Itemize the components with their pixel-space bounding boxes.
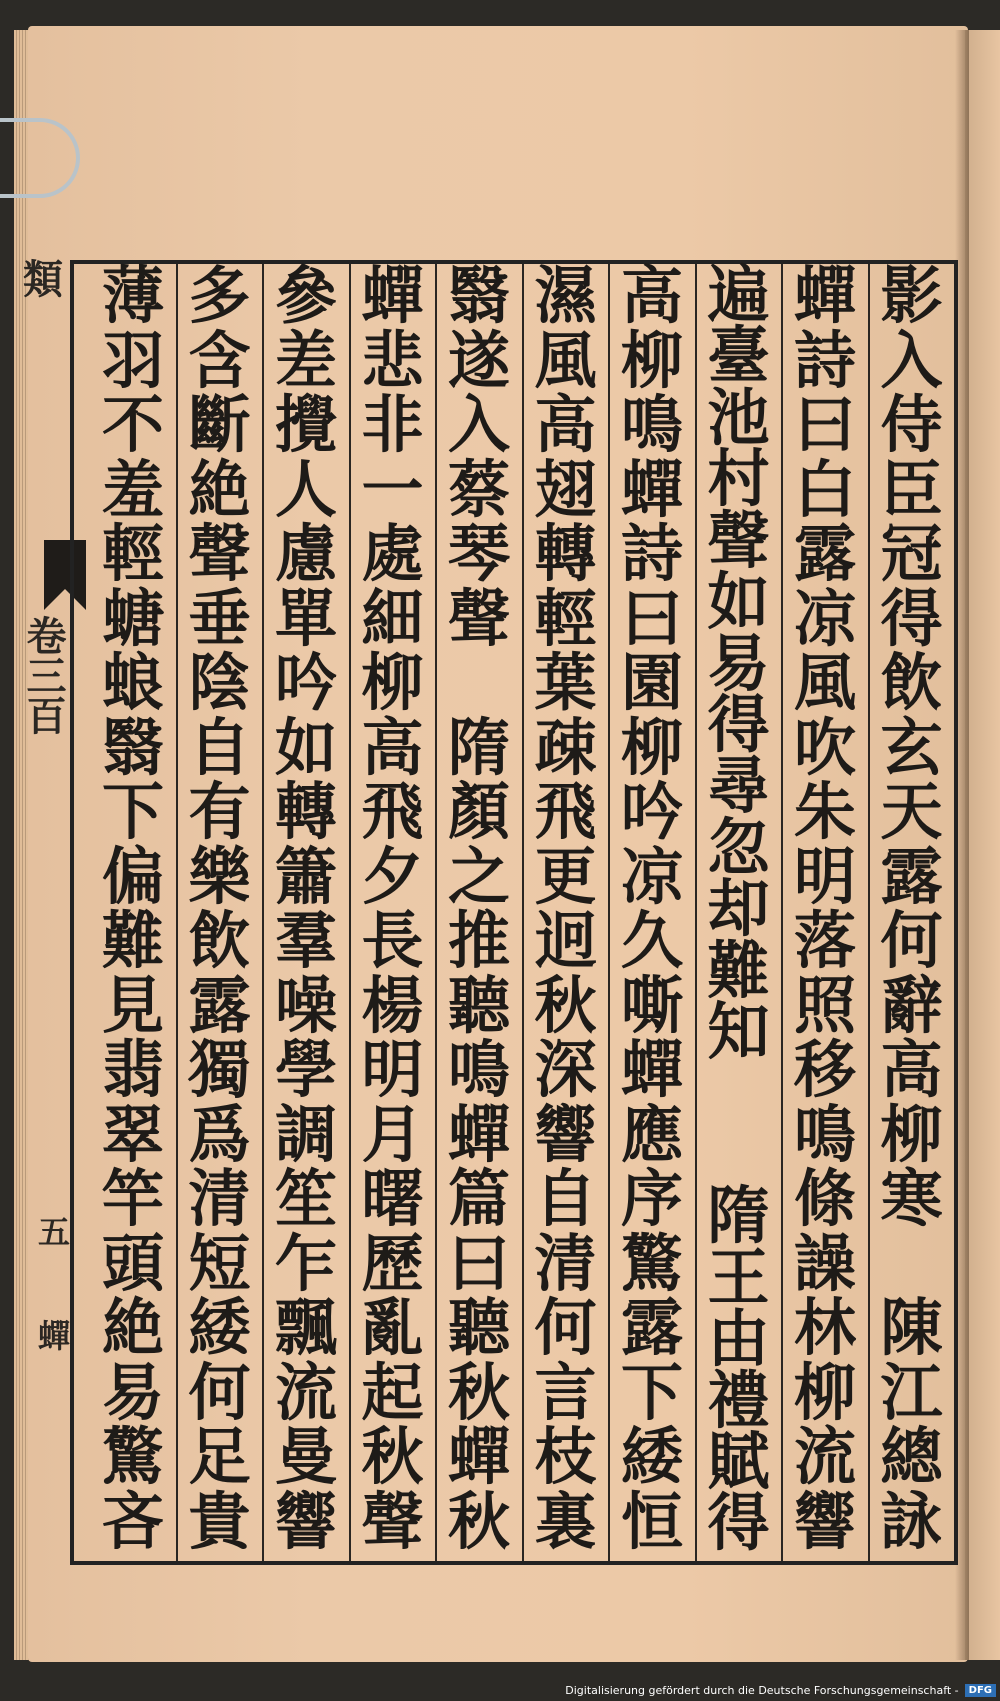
glyph: 一 [361, 452, 424, 526]
glyph: 露 [793, 517, 856, 590]
glyph: 得 [880, 581, 943, 655]
glyph: 久 [620, 904, 683, 977]
glyph: 羞 [101, 452, 164, 526]
text-column-2 [782, 259, 868, 1561]
glyph: 羣 [274, 904, 337, 977]
glyph: 響 [274, 1484, 337, 1558]
glyph: 深 [534, 1033, 597, 1106]
glyph: 譟 [793, 1226, 856, 1300]
glyph: 輕 [101, 517, 164, 590]
glyph: 蟬 [620, 1033, 683, 1106]
glyph: 林 [793, 1291, 856, 1364]
text-column-8 [263, 259, 349, 1561]
glyph: 疎 [534, 710, 597, 784]
glyph: 蔡 [447, 452, 510, 526]
glyph: 斷 [188, 388, 251, 461]
glyph: 有 [188, 775, 251, 848]
glyph: 曰 [793, 388, 856, 461]
glyph: 易 [707, 626, 770, 700]
glyph: 池 [707, 380, 770, 454]
glyph: 貴 [188, 1484, 251, 1558]
glyph: 轉 [274, 775, 337, 848]
glyph: 攪 [274, 388, 337, 461]
footer-credit: Digitalisierung gefördert durch die Deutsche Forschungsgemeinschaft - [565, 1684, 959, 1697]
glyph: 照 [793, 968, 856, 1042]
glyph: 柳 [620, 710, 683, 784]
text-column-4 [609, 259, 695, 1561]
glyph: 長 [361, 904, 424, 977]
glyph [439, 651, 519, 716]
glyph: 篇 [447, 1162, 510, 1235]
glyph: 影 [880, 259, 943, 332]
glyph [699, 1062, 779, 1123]
glyph: 聲 [447, 581, 510, 655]
text-column-10 [90, 259, 176, 1561]
glyph: 柳 [793, 1355, 856, 1429]
glyph: 月 [361, 1097, 424, 1171]
dfg-logo: DFG [965, 1684, 996, 1697]
glyph: 由 [707, 1302, 770, 1376]
glyph: 自 [188, 710, 251, 784]
glyph: 江 [880, 1355, 943, 1429]
glyph: 垂 [188, 581, 251, 655]
glyph: 顏 [447, 775, 510, 848]
glyph: 下 [620, 1355, 683, 1429]
glyph: 明 [793, 839, 856, 913]
glyph: 人 [274, 452, 337, 526]
glyph: 露 [188, 968, 251, 1042]
glyph: 笙 [274, 1162, 337, 1235]
glyph: 飛 [534, 775, 597, 848]
glyph: 聲 [707, 503, 770, 577]
glyph: 露 [620, 1291, 683, 1364]
glyph: 風 [534, 323, 597, 397]
glyph: 何 [188, 1355, 251, 1429]
glyph: 慮 [274, 517, 337, 590]
glyph: 白 [793, 452, 856, 526]
glyph: 吝 [101, 1484, 164, 1558]
glyph: 吟 [620, 775, 683, 848]
glyph: 處 [361, 517, 424, 590]
glyph: 悲 [361, 323, 424, 397]
glyph: 蟬 [447, 1097, 510, 1171]
glyph: 曙 [361, 1162, 424, 1235]
glyph: 噪 [274, 968, 337, 1042]
text-column-3 [696, 258, 782, 1561]
glyph: 入 [880, 323, 943, 397]
margin-section-label: 蟬 [37, 1317, 70, 1355]
glyph: 流 [793, 1420, 856, 1493]
glyph: 飛 [361, 775, 424, 848]
glyph: 柳 [620, 323, 683, 397]
glyph: 如 [707, 565, 770, 639]
margin-juan-text: 卷三百 [20, 615, 67, 735]
glyph: 禮 [707, 1363, 770, 1437]
glyph: 夕 [361, 839, 424, 913]
glyph: 如 [274, 710, 337, 784]
text-column-1 [869, 259, 955, 1561]
glyph: 枝 [534, 1420, 597, 1493]
glyph: 含 [188, 323, 251, 397]
glyph: 偏 [101, 839, 164, 913]
glyph: 響 [793, 1484, 856, 1558]
glyph: 應 [620, 1097, 683, 1171]
glyph: 明 [361, 1033, 424, 1106]
glyph: 易 [101, 1355, 164, 1429]
glyph: 細 [361, 581, 424, 655]
glyph: 臣 [880, 452, 943, 526]
glyph: 驚 [101, 1420, 164, 1493]
glyph: 見 [101, 968, 164, 1042]
glyph: 學 [274, 1033, 337, 1106]
glyph: 緌 [188, 1291, 251, 1364]
glyph: 何 [534, 1291, 597, 1364]
glyph: 高 [361, 710, 424, 784]
glyph: 短 [188, 1226, 251, 1300]
glyph: 歷 [361, 1226, 424, 1300]
glyph: 總 [880, 1420, 943, 1493]
glyph: 移 [793, 1033, 856, 1106]
margin-label-lower [34, 1210, 74, 1358]
glyph: 蟬 [793, 259, 856, 332]
glyph: 差 [274, 323, 337, 397]
glyph: 楊 [361, 968, 424, 1042]
glyph: 秋 [447, 1355, 510, 1429]
glyph: 調 [274, 1097, 337, 1171]
glyph: 裏 [534, 1484, 597, 1558]
glyph: 高 [534, 388, 597, 461]
glyph: 知 [707, 995, 770, 1069]
glyph: 足 [188, 1420, 251, 1493]
next-page-edge [965, 30, 1000, 1660]
glyph: 多 [188, 259, 251, 332]
glyph: 難 [707, 933, 770, 1007]
glyph: 吟 [274, 646, 337, 719]
glyph: 鳴 [793, 1097, 856, 1171]
glyph: 樂 [188, 839, 251, 913]
glyph: 凉 [620, 839, 683, 913]
glyph: 天 [880, 775, 943, 848]
glyph: 螗 [101, 581, 164, 655]
glyph: 冠 [880, 517, 943, 590]
glyph: 推 [447, 904, 510, 977]
glyph: 琴 [447, 517, 510, 590]
glyph: 清 [188, 1162, 251, 1235]
glyph: 得 [707, 687, 770, 761]
glyph: 飲 [188, 904, 251, 977]
glyph: 蟬 [620, 452, 683, 526]
glyph: 高 [620, 259, 683, 332]
glyph: 響 [534, 1097, 597, 1171]
glyph: 獨 [188, 1033, 251, 1106]
glyph: 序 [620, 1162, 683, 1235]
glyph: 尋 [707, 749, 770, 823]
glyph: 下 [101, 775, 164, 848]
glyph: 非 [361, 388, 424, 461]
glyph: 秋 [447, 1484, 510, 1558]
paper-clip-icon [0, 118, 80, 198]
text-column-5 [523, 259, 609, 1561]
glyph: 不 [101, 388, 164, 461]
glyph: 何 [880, 904, 943, 977]
glyph: 翳 [101, 710, 164, 784]
glyph: 飄 [274, 1291, 337, 1364]
glyph: 聲 [361, 1484, 424, 1558]
glyph: 園 [620, 646, 683, 719]
glyph: 忽 [707, 810, 770, 884]
glyph: 單 [274, 581, 337, 655]
glyph: 柳 [880, 1097, 943, 1171]
glyph: 聽 [447, 1291, 510, 1364]
glyph: 聽 [447, 968, 510, 1042]
glyph: 飲 [880, 646, 943, 719]
glyph: 玄 [880, 710, 943, 784]
glyph: 露 [880, 839, 943, 913]
footer-bar [0, 1680, 1000, 1701]
glyph: 聲 [188, 517, 251, 590]
glyph: 參 [274, 259, 337, 332]
margin-category-char: 類 [23, 256, 63, 303]
glyph: 凉 [793, 581, 856, 655]
text-column-7 [350, 259, 436, 1561]
glyph: 入 [447, 388, 510, 461]
glyph: 風 [793, 646, 856, 719]
glyph: 驚 [620, 1226, 683, 1300]
text-column-9 [177, 259, 263, 1561]
glyph: 陳 [880, 1291, 943, 1364]
glyph: 柳 [361, 646, 424, 719]
glyph: 輕 [534, 581, 597, 655]
glyph: 詩 [793, 323, 856, 397]
glyph: 吹 [793, 710, 856, 784]
glyph: 曼 [274, 1420, 337, 1493]
glyph: 流 [274, 1355, 337, 1429]
glyph: 寒 [880, 1162, 943, 1235]
glyph: 轉 [534, 517, 597, 590]
glyph: 自 [534, 1162, 597, 1235]
glyph: 羽 [101, 323, 164, 397]
glyph: 高 [880, 1033, 943, 1106]
glyph: 臺 [707, 319, 770, 393]
glyph: 頭 [101, 1226, 164, 1300]
glyph: 遍 [707, 258, 770, 331]
glyph [872, 1232, 952, 1297]
glyph: 落 [793, 904, 856, 977]
glyph: 爲 [188, 1097, 251, 1171]
glyph: 條 [793, 1162, 856, 1235]
glyph: 蟬 [361, 259, 424, 332]
glyph: 曰 [447, 1226, 510, 1300]
glyph: 言 [534, 1355, 597, 1429]
glyph: 陰 [188, 646, 251, 719]
glyph: 遂 [447, 323, 510, 397]
glyph: 絶 [188, 452, 251, 526]
glyph: 隋 [447, 710, 510, 784]
glyph: 竿 [101, 1162, 164, 1235]
margin-label-juan [16, 615, 70, 735]
glyph: 難 [101, 904, 164, 977]
glyph: 蟬 [447, 1420, 510, 1493]
glyph: 王 [707, 1240, 770, 1314]
glyph: 更 [534, 839, 597, 913]
glyph: 曰 [620, 581, 683, 655]
glyph: 翠 [101, 1097, 164, 1171]
glyph: 賦 [707, 1425, 770, 1499]
margin-label-top [16, 255, 70, 305]
glyph: 秋 [361, 1420, 424, 1493]
glyph: 蜋 [101, 646, 164, 719]
glyph: 辭 [880, 968, 943, 1042]
glyph: 乍 [274, 1226, 337, 1300]
glyph: 迥 [534, 904, 597, 977]
margin-page-number: 五 [37, 1213, 70, 1251]
glyph: 簫 [274, 839, 337, 913]
glyph: 嘶 [620, 968, 683, 1042]
glyph: 絶 [101, 1291, 164, 1364]
glyph: 隋 [707, 1179, 770, 1253]
glyph: 恒 [620, 1484, 683, 1558]
glyph: 薄 [101, 259, 164, 332]
glyph: 鳴 [620, 388, 683, 461]
glyph: 朱 [793, 775, 856, 848]
glyph: 葉 [534, 646, 597, 719]
glyph: 緌 [620, 1420, 683, 1493]
glyph: 清 [534, 1226, 597, 1300]
glyph: 濕 [534, 259, 597, 332]
glyph: 詠 [880, 1484, 943, 1558]
glyph [699, 1124, 779, 1185]
text-column-6 [436, 259, 522, 1561]
glyph: 得 [707, 1486, 770, 1560]
glyph: 翅 [534, 452, 597, 526]
glyph: 詩 [620, 517, 683, 590]
glyph: 村 [707, 442, 770, 516]
glyph: 之 [447, 839, 510, 913]
glyph: 翡 [101, 1033, 164, 1106]
glyph: 亂 [361, 1291, 424, 1364]
glyph: 秋 [534, 968, 597, 1042]
glyph: 却 [707, 872, 770, 946]
glyph: 鳴 [447, 1033, 510, 1106]
glyph: 翳 [447, 259, 510, 332]
glyph: 起 [361, 1355, 424, 1429]
glyph: 侍 [880, 388, 943, 461]
